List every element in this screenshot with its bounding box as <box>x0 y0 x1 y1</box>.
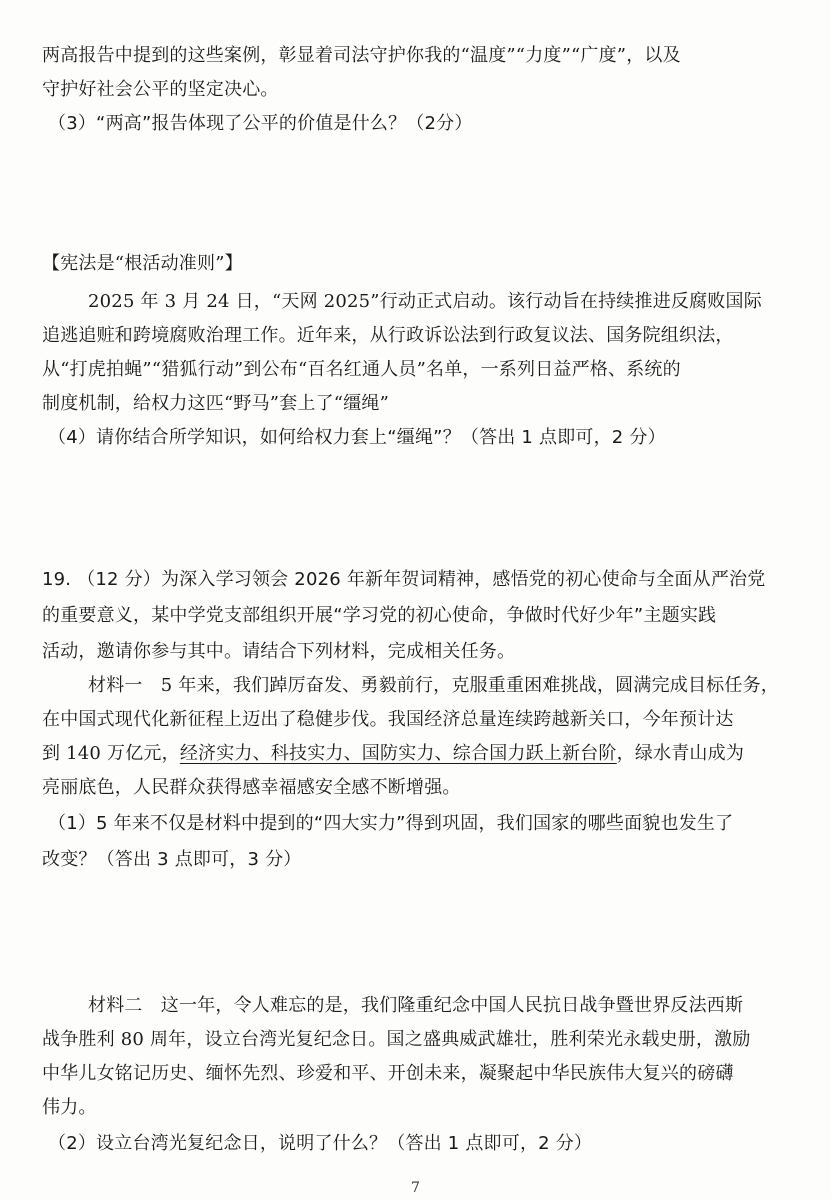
question-19-line-1: 19. （12 分）为深入学习领会 2026 年新年贺词精神，感悟党的初心使命与全面从严治党 <box>42 569 766 590</box>
material-2-line-4: 伟力。 <box>42 1097 97 1118</box>
material-1-line-1: 材料一 5 年来，我们踔厉奋发、勇毅前行，克服重重困难挑战，圆满完成目标任务， <box>88 675 779 696</box>
material-1-underlined-phrase: 经济实力、科技实力、国防实力、综合国力跃上新台阶 <box>179 743 617 764</box>
question-19-line-2: 的重要意义，某中学党支部组织开展“学习党的初心使命，争做时代好少年”主题实践 <box>42 605 717 626</box>
material-1-line-2: 在中国式现代化新征程上迈出了稳健步伐。我国经济总量连续跨越新关口，今年预计达 <box>42 709 734 730</box>
paragraph-1-line-4: 制度机制，给权力这匹“野马”套上了“缰绳” <box>42 393 390 414</box>
paragraph-1-line-3: 从“打虎拍蝇”“猎狐行动”到公布“百名红通人员”名单，一系列日益严格、系统的 <box>42 359 681 380</box>
question-1-line-1: （1）5 年来不仅是材料中提到的“四大实力”得到巩固，我们国家的哪些面貌也发生了 <box>48 813 734 834</box>
paragraph-1-line-2: 追逃追赃和跨境腐败治理工作。近年来，从行政诉讼法到行政复议法、国务院组织法， <box>42 325 734 346</box>
material-1-line-4: 亮丽底色，人民群众获得感幸福感安全感不断增强。 <box>42 777 461 798</box>
material-2-line-2: 战争胜利 80 周年，设立台湾光复纪念日。国之盛典威武雄壮，胜利荣光永载史册，激励 <box>42 1029 751 1050</box>
intro-line-2: 守护好社会公平的坚定决心。 <box>42 79 279 100</box>
intro-line-1: 两高报告中提到的这些案例，彰显着司法守护你我的“温度”“力度”“广度”，以及 <box>42 45 681 66</box>
material-1-line-3-pre: 到 140 万亿元， <box>42 743 180 764</box>
material-1-line-3-post: ，绿水青山成为 <box>616 743 745 764</box>
material-1-line-3 <box>42 740 802 768</box>
question-3: （3）“两高”报告体现了公平的价值是什么？（2分） <box>48 113 473 134</box>
paragraph-1-line-1: 2025 年 3 月 24 日，“天网 2025”行动正式启动。该行动旨在持续推进反腐败国际 <box>88 291 762 312</box>
section-heading: 【宪法是“根活动准则”】 <box>42 253 243 274</box>
question-2: （2）设立台湾光复纪念日，说明了什么？（答出 1 点即可，2 分） <box>48 1133 593 1154</box>
question-1-line-2: 改变？（答出 3 点即可，3 分） <box>42 849 302 870</box>
question-19-line-3: 活动，邀请你参与其中。请结合下列材料，完成相关任务。 <box>42 641 516 662</box>
question-4: （4）请你结合所学知识，如何给权力套上“缰绳”？（答出 1 点即可，2 分） <box>48 427 666 448</box>
material-2-line-3: 中华儿女铭记历史、缅怀先烈、珍爱和平、开创未来，凝聚起中华民族伟大复兴的磅礴 <box>42 1063 734 1084</box>
page-number: 7 <box>411 1180 420 1196</box>
material-2-line-1: 材料二 这一年，令人难忘的是，我们隆重纪念中国人民抗日战争暨世界反法西斯 <box>88 995 744 1016</box>
